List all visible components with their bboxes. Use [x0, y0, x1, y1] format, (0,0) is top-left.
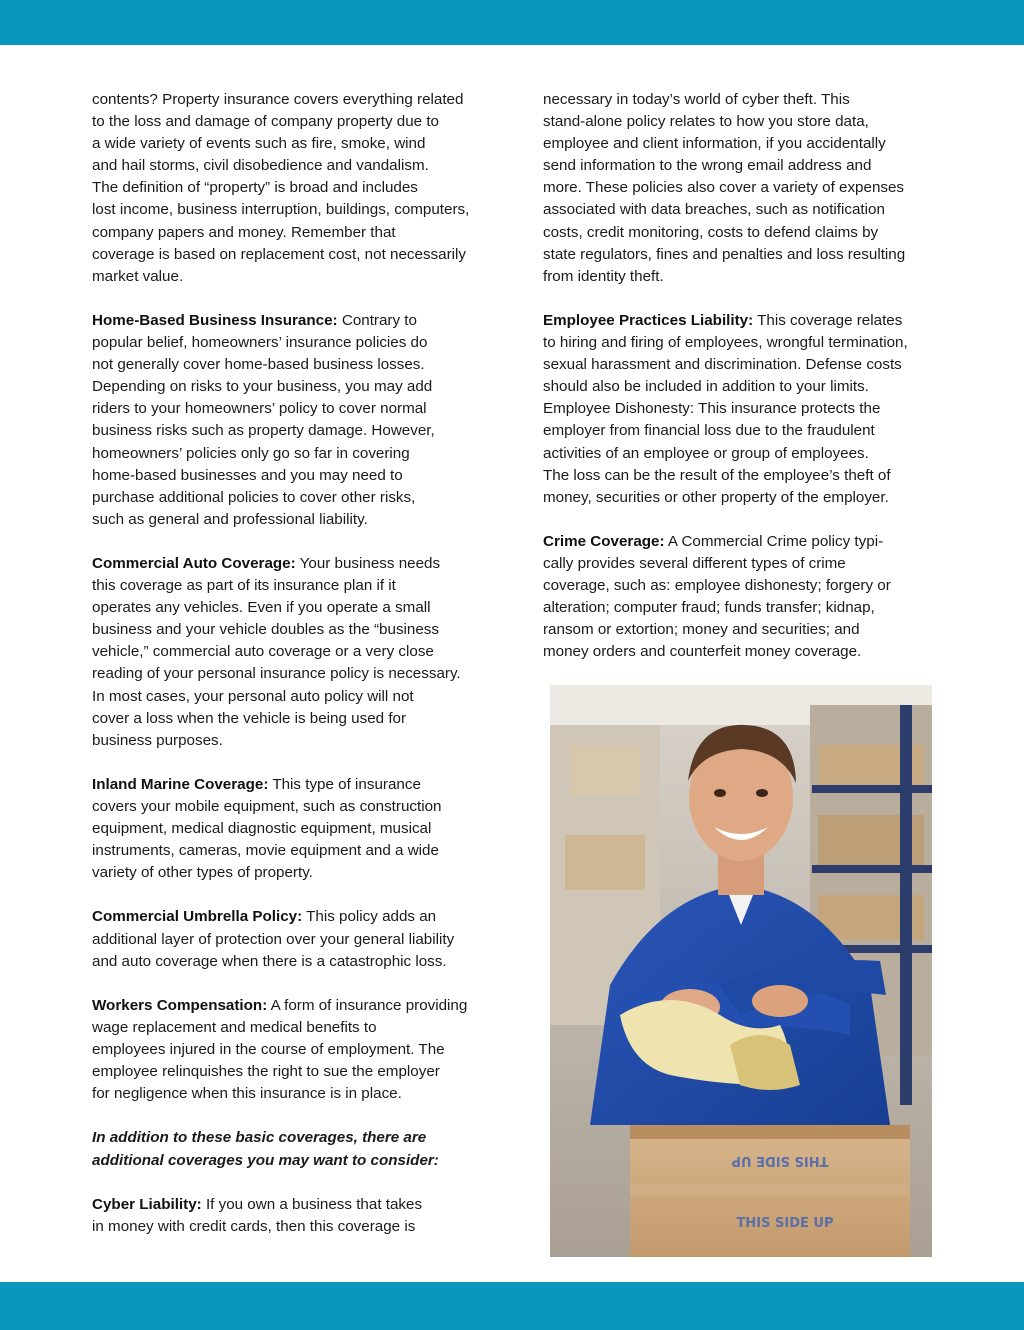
workers-comp-heading: Workers Compensation:	[92, 996, 268, 1014]
umbrella-heading: Commercial Umbrella Policy:	[92, 908, 303, 926]
employee-practices-heading: Employee Practices Liability:	[543, 311, 754, 329]
home-based-body: Contrary to popular belief, homeowners’ insurance policies do not generally cover home-based business losses. Depending on risks to your business, you may add riders to your homeowners’ policy to cover normal business risks such as property damage. However, homeowners’ policies only go so far in covering home-based businesses and you may need to purchase additional policies to cover other risks, such as general and professional liability.	[92, 311, 435, 528]
commercial-auto-heading: Commercial Auto Coverage:	[92, 554, 296, 572]
employee-practices-section	[543, 310, 953, 509]
cyber-liability-section	[92, 1194, 502, 1238]
additional-coverages-intro: In addition to these basic coverages, there are additional coverages you may want to consider:	[92, 1129, 439, 1169]
umbrella-body: This policy adds an additional layer of protection over your general liability and auto coverage when there is a catastrophic loss.	[92, 908, 455, 970]
commercial-auto-section	[92, 553, 502, 752]
commercial-auto-body: Your business needs this coverage as part of its insurance plan if it operates any vehicles. Even if you operate a small business and your vehicle doubles as the “business vehicle,” commercial auto coverage or a very close reading of your personal insurance policy is necessary. In most cases, your personal auto policy will not cover a loss when the vehicle is being used for business purposes.	[92, 554, 461, 749]
crime-coverage-section	[543, 531, 953, 664]
box-print-upright: THIS SIDE UP	[736, 1216, 834, 1231]
left-text-column	[92, 89, 502, 1260]
employee-practices-body: This coverage relates to hiring and firing of employees, wrongful termination, sexual harassment and discrimination. Defense costs should also be included in addition to your limits. Employee Dishonesty: This insurance protects the employer from financial loss due to the fraudulent activities of an employee or group of employees. The loss can be the result of the employee’s theft of money, securities or other property of the employer.	[543, 311, 908, 506]
cyber-continued-paragraph: necessary in today’s world of cyber theft. This stand-alone policy relates to how you store data, employee and client information, if you accidentally send information to the wrong email address and more. These policies also cover a variety of expenses associated with data breaches, such as notification costs, credit monitoring, costs to defend claims by state regulators, fines and penalties and loss resulting from identity theft.	[543, 91, 906, 285]
warehouse-worker-photo	[550, 685, 932, 1257]
top-color-band	[0, 0, 1024, 45]
home-based-section	[92, 310, 502, 531]
cyber-liability-body: If you own a business that takes in money with credit cards, then this coverage is	[92, 1195, 423, 1235]
umbrella-section	[92, 906, 502, 972]
inland-marine-section	[92, 774, 502, 884]
box-print-inverted: THIS SIDE UP	[731, 1153, 829, 1168]
crime-coverage-body: A Commercial Crime policy typi- cally provides several different types of crime coverage, such as: employee dishonesty; forgery or alteration; computer fraud; funds transfer; kidnap, ransom or extortion; money and securities; and money orders and counterfeit money coverage.	[543, 532, 891, 661]
inland-marine-body: This type of insurance covers your mobile equipment, such as construction equipment, medical diagnostic equipment, musical instruments, cameras, movie equipment and a wide variety of other types of property.	[92, 775, 442, 882]
crime-coverage-heading: Crime Coverage:	[543, 532, 665, 550]
cyber-liability-heading: Cyber Liability:	[92, 1195, 202, 1213]
inland-marine-heading: Inland Marine Coverage:	[92, 775, 269, 793]
home-based-heading: Home-Based Business Insurance:	[92, 311, 338, 329]
right-text-column	[543, 89, 953, 686]
bottom-color-band	[0, 1282, 1024, 1330]
workers-comp-body: A form of insurance providing wage replacement and medical benefits to employees injured in the course of employment. The employee relinquishes the right to sue the employer for negligence when this insurance is in place.	[92, 996, 468, 1103]
property-paragraph: contents? Property insurance covers everything related to the loss and damage of company property due to a wide variety of events such as fire, smoke, wind and hail storms, civil disobedience and vandalism. The definition of “property” is broad and includes lost income, business interruption, buildings, computers, company papers and money. Remember that coverage is based on replacement cost, not necessarily market value.	[92, 91, 470, 285]
workers-comp-section	[92, 995, 502, 1105]
warehouse-worker-illustration	[550, 685, 932, 1257]
